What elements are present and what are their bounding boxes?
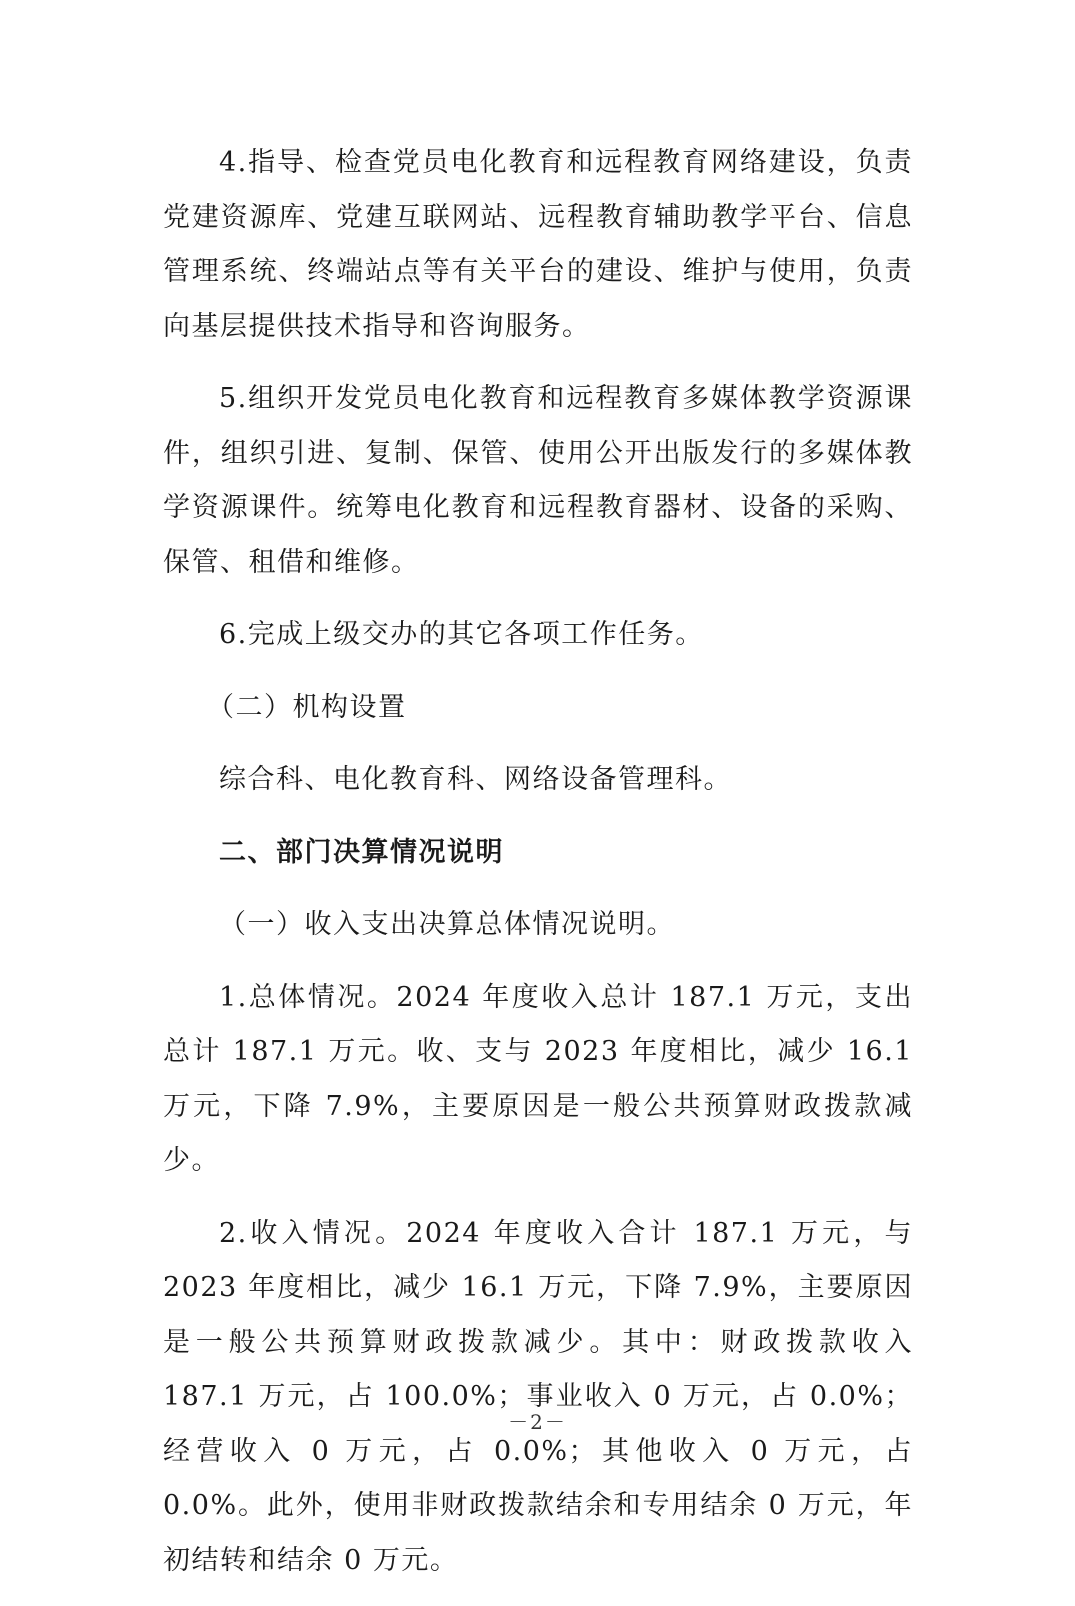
income-situation-paragraph: 2.收入情况。2024 年度收入合计 187.1 万元，与 2023 年度相比，减少 16.1 万元，下降 7.9%，主要原因是一般公共预算财政拨款减少。其中：财政拨款收入 187.1 万元，占 100.0%；事业收入 0 万元，占 0.0%；经营收入 0 万元，占 0.0%；其他收入 0 万元，占 0.0%。此外，使用非财政拨款结余和专用结余 0 万元，年初结转和结余 0 万元。 xyxy=(163,1217,913,1576)
organization-units: 综合科、电化教育科、网络设备管理科。 xyxy=(219,764,732,795)
page-number: －2－ xyxy=(508,1410,567,1434)
overall-situation-paragraph: 1.总体情况。2024 年度收入总计 187.1 万元，支出总计 187.1 万元。收、支与 2023 年度相比，减少 16.1 万元，下降 7.9%，主要原因是一般公共预算财政拨款减少。 xyxy=(163,981,913,1176)
duty-item-5: 5.组织开发党员电化教育和远程教育多媒体教学资源课件，组织引进、复制、保管、使用公开出版发行的多媒体教学资源课件。统筹电化教育和远程教育器材、设备的采购、保管、租借和维修。 xyxy=(163,383,913,578)
subheading-organization: （二）机构设置 xyxy=(207,691,407,723)
section-heading-final-accounts: 二、部门决算情况说明 xyxy=(219,836,504,868)
duty-item-4: 4.指导、检查党员电化教育和远程教育网络建设，负责党建资源库、党建互联网站、远程教育辅助教学平台、信息管理系统、终端站点等有关平台的建设、维护与使用，负责向基层提供技术指导和咨询服务。 xyxy=(163,147,913,342)
duty-item-6: 6.完成上级交办的其它各项工作任务。 xyxy=(219,619,704,650)
subheading-income-expenditure: （一）收入支出决算总体情况说明。 xyxy=(219,909,675,940)
document-body xyxy=(163,136,913,1606)
